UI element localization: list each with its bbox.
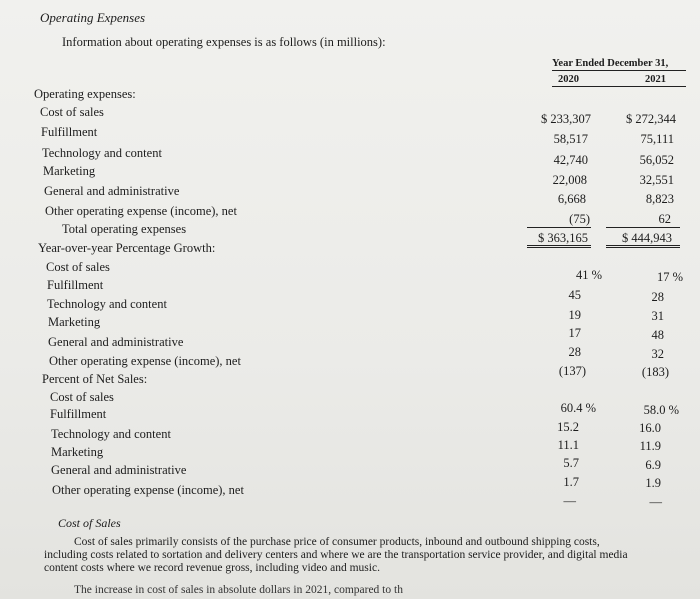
section-title: Operating Expenses bbox=[40, 10, 146, 25]
opex-2020-fulfillment: 58,517 bbox=[553, 132, 588, 146]
opex-2021-subtotal-rule bbox=[606, 227, 680, 228]
cost-of-sales-line-3: content costs where we record revenue gross, including video and music. bbox=[44, 562, 380, 574]
growth-label-marketing: Marketing bbox=[48, 315, 101, 329]
percent-label-other: Other operating expense (income), net bbox=[52, 483, 244, 497]
growth-2020-technology: 19 bbox=[568, 308, 581, 322]
percent-2020-other: — bbox=[563, 494, 576, 508]
percent-2021-cost-of-sales: 58.0 % bbox=[643, 403, 679, 417]
growth-2021-marketing: 48 bbox=[651, 328, 664, 342]
intro-text: Information about operating expenses is as follows (in millions): bbox=[62, 35, 386, 49]
growth-2020-general-admin: 28 bbox=[568, 345, 581, 359]
percent-heading: Percent of Net Sales: bbox=[42, 372, 148, 386]
year-header-rule bbox=[552, 86, 686, 87]
opex-2020-total-rule bbox=[527, 245, 591, 248]
opex-2021-general-admin: 8,823 bbox=[645, 192, 674, 206]
percent-2020-cost-of-sales: 60.4 % bbox=[560, 401, 596, 415]
percent-label-marketing: Marketing bbox=[51, 445, 104, 459]
opex-2020-subtotal-rule bbox=[527, 227, 591, 228]
percent-2020-general-admin: 1.7 bbox=[563, 475, 579, 489]
growth-2020-cost-of-sales: 41 % bbox=[575, 268, 602, 282]
growth-2021-fulfillment: 28 bbox=[651, 290, 664, 304]
opex-label-cost-of-sales: Cost of sales bbox=[40, 105, 104, 119]
percent-2020-fulfillment: 15.2 bbox=[557, 420, 579, 434]
year-2021-header: 2021 bbox=[645, 74, 666, 85]
growth-2020-marketing: 17 bbox=[568, 326, 581, 340]
percent-label-technology: Technology and content bbox=[51, 427, 171, 441]
percent-2021-marketing: 6.9 bbox=[645, 458, 661, 472]
opex-heading: Operating expenses: bbox=[34, 87, 136, 101]
opex-label-other: Other operating expense (income), net bbox=[45, 204, 237, 218]
opex-2021-technology: 56,052 bbox=[639, 153, 674, 167]
opex-2021-cost-of-sales: $ 272,344 bbox=[626, 112, 676, 126]
percent-2020-technology: 11.1 bbox=[557, 438, 579, 452]
growth-label-general-admin: General and administrative bbox=[48, 335, 184, 349]
percent-label-fulfillment: Fulfillment bbox=[50, 407, 107, 421]
opex-2021-fulfillment: 75,111 bbox=[640, 132, 674, 146]
growth-2021-other: (183) bbox=[641, 365, 669, 379]
growth-2021-cost-of-sales: 17 % bbox=[656, 270, 683, 284]
cost-of-sales-line-2: including costs related to sortation and delivery centers and where we are the transportation service provider, and digital media bbox=[44, 549, 628, 561]
period-header-rule bbox=[552, 70, 686, 71]
growth-2021-technology: 31 bbox=[651, 309, 664, 323]
growth-label-other: Other operating expense (income), net bbox=[49, 354, 241, 368]
period-header: Year Ended December 31, bbox=[552, 58, 669, 69]
growth-2021-general-admin: 32 bbox=[651, 347, 664, 361]
opex-2020-technology: 42,740 bbox=[553, 153, 588, 167]
opex-2020-general-admin: 6,668 bbox=[557, 192, 586, 206]
percent-label-general-admin: General and administrative bbox=[51, 463, 187, 477]
growth-heading: Year-over-year Percentage Growth: bbox=[38, 241, 216, 255]
cost-of-sales-line-4: The increase in cost of sales in absolute dollars in 2021, compared to th bbox=[74, 584, 403, 596]
opex-2021-total: $ 444,943 bbox=[622, 231, 672, 245]
opex-2020-other: (75) bbox=[569, 212, 590, 226]
opex-label-technology: Technology and content bbox=[42, 146, 162, 160]
growth-label-cost-of-sales: Cost of sales bbox=[46, 260, 110, 274]
growth-label-technology: Technology and content bbox=[47, 297, 167, 311]
opex-label-total: Total operating expenses bbox=[62, 222, 187, 236]
cost-of-sales-title: Cost of Sales bbox=[58, 516, 121, 530]
percent-2021-technology: 11.9 bbox=[639, 439, 661, 453]
year-2020-header: 2020 bbox=[558, 74, 579, 85]
opex-label-marketing: Marketing bbox=[43, 164, 96, 178]
opex-2021-total-rule bbox=[606, 245, 680, 248]
percent-2021-fulfillment: 16.0 bbox=[639, 421, 661, 435]
growth-label-fulfillment: Fulfillment bbox=[47, 278, 104, 292]
percent-2020-marketing: 5.7 bbox=[563, 456, 579, 470]
opex-2021-marketing: 32,551 bbox=[639, 173, 674, 187]
opex-2020-marketing: 22,008 bbox=[552, 173, 587, 187]
percent-2021-other: — bbox=[649, 495, 662, 509]
cost-of-sales-line-1: Cost of sales primarily consists of the purchase price of consumer products, inbound and outbound shipping costs, bbox=[74, 536, 600, 548]
growth-2020-other: (137) bbox=[558, 364, 586, 378]
percent-label-cost-of-sales: Cost of sales bbox=[50, 390, 114, 404]
opex-label-fulfillment: Fulfillment bbox=[41, 125, 98, 139]
opex-2020-total: $ 363,165 bbox=[538, 231, 588, 245]
percent-2021-general-admin: 1.9 bbox=[645, 476, 661, 490]
opex-label-general-admin: General and administrative bbox=[44, 184, 180, 198]
opex-2020-cost-of-sales: $ 233,307 bbox=[541, 112, 591, 126]
opex-2021-other: 62 bbox=[658, 212, 671, 226]
growth-2020-fulfillment: 45 bbox=[568, 288, 581, 302]
